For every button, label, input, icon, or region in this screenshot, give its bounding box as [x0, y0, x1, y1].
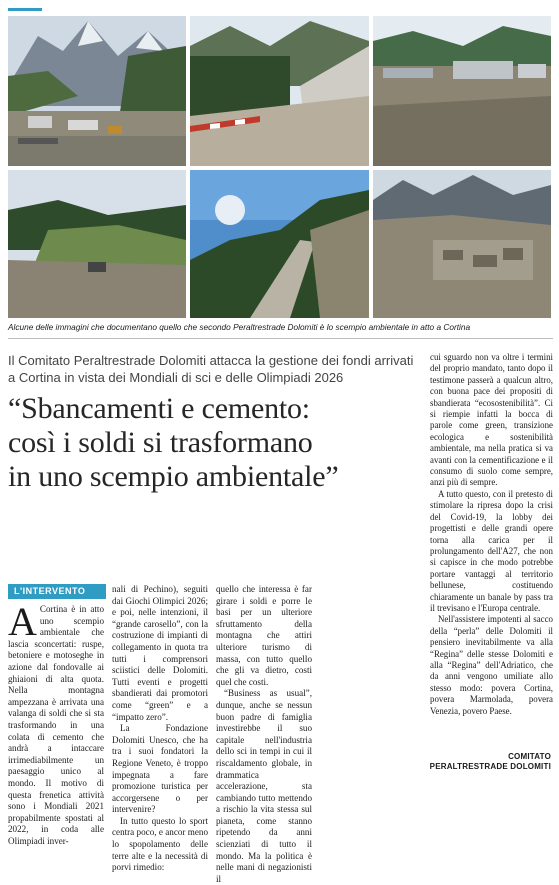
photo-construction-site-image	[8, 16, 186, 166]
photo-stacked-rocks-tunnel-image	[373, 170, 551, 318]
photo-stacked-rocks-tunnel	[373, 170, 551, 318]
photo-caption: Alcune delle immagini che documentano quello che secondo Peraltrestrade Dolomiti è lo scempio ambientale in atto a Cortina	[8, 322, 471, 332]
headline	[8, 392, 428, 494]
paragraph: nali di Pechino), seguiti dai Giochi Olimpici 2026; e poi, nelle intenzioni, il “grande carosello”, con la costruzione di impianti di collegamento in quota tra tutti i comprensori sciistici delle Dolomiti. Tutti eventi e progetti sbandierati dai promotori come “green” e a “impatto zero”.	[112, 584, 208, 722]
headline-line-3: in uno scempio ambientale”	[8, 460, 339, 493]
column-2	[112, 584, 208, 874]
headline-line-2: così i soldi si trasformano	[8, 426, 313, 459]
section-accent-bar	[8, 8, 42, 11]
photo-construction-site	[8, 16, 186, 166]
paragraph: Nell'assistere impotenti al sacco della “perla” delle Dolomiti il pensiero inevitabilmente va alla “Regina” delle stesse Dolomiti e alla “Regina” dell'Adriatico, che da anni vengono umiliate allo stesso modo: povera Cortina, povera Marmolada, povera Venezia, povero Paese.	[430, 614, 553, 716]
paragraph-text: Cortina è in atto uno scempio ambientale che lascia sconcertati: ruspe, betoniere e motoseghe in azione dal fondovalle ai ghiaioni di alta quota. Nella montagna ampezzana è arrivata una valanga di soldi che si sta trasformando in una colata di cemento che andrà a intaccare irrimediabilmente un paesaggio unico al mondo. Il motivo di questa frenetica attività sono i Mondiali 2021 propabilmente spostati al 2022, in coda alle Olimpiadi inver-	[8, 604, 104, 846]
photo-road-cut-valley-image	[190, 170, 369, 318]
photo-excavated-plateau-image	[373, 16, 551, 166]
section-label: L'INTERVENTO	[8, 584, 106, 599]
divider	[8, 338, 553, 339]
paragraph: In tutto questo lo sport centra poco, e ancor meno lo spopolamento delle terre alte e la necessità di porvi rimedio:	[112, 815, 208, 873]
photo-retaining-wall	[190, 16, 369, 166]
paragraph: La Fondazione Dolomiti Unesco, che ha tra i suoi fondatori la Regione Veneto, è troppo impegnata a fare promozione turistica per accorgersene o per intervenire?	[112, 723, 208, 815]
photo-excavated-plateau	[373, 16, 551, 166]
signature-line-1: COMITATO	[508, 752, 551, 761]
column-1	[8, 599, 104, 847]
paragraph: A tutto questo, con il pretesto di stimolare la ripresa dopo la crisi del Covid-19, la lobby dei progettisti e delle grandi opere torna alla carica per il prolungamento dell'A27, che non si capisce in che modo potrebbe portare vantaggi al territorio bellunese, costituendo chiaramente un banale by pass tra il trevisano e l'Europa centrale.	[430, 488, 553, 613]
headline-line-1: “Sbancamenti e cemento:	[8, 392, 310, 425]
kicker: Il Comitato Peraltrestrade Dolomiti attacca la gestione dei fondi arrivati a Cortina in vista dei Mondiali di sci e delle Olimpiadi 2026	[8, 353, 414, 385]
photo-ski-slope-earthworks-image	[8, 170, 186, 318]
paragraph: “Business as usual”, dunque, anche se nessun buon padre di famiglia investirebbe il suo capitale nell'industria dello sci in tempi in cui il riscaldamento globale, in drammatica accelerazione, sta cambiando tutto mettendo a rischio la vita stessa sul pianeta, come stanno ripetendo da anni scienziati di tutto il mondo. Ma la politica è nelle mani di negazionisti il	[216, 688, 312, 884]
photo-ski-slope-earthworks	[8, 170, 186, 318]
paragraph: quello che interessa è far girare i soldi e porre le basi per un ulteriore sfruttamento della montagna che attiri ulteriore turismo di massa, con tutto quello che gli va dietro, costi quel che costi.	[216, 584, 312, 687]
signature	[430, 752, 551, 772]
photo-road-cut-valley	[190, 170, 369, 318]
column-4	[430, 352, 553, 717]
paragraph	[8, 599, 104, 847]
photo-retaining-wall-image	[190, 16, 369, 166]
dropcap: A	[8, 599, 37, 644]
signature-line-2: PERALTRESTRADE DOLOMITI	[429, 762, 551, 771]
paragraph: cui sguardo non va oltre i termini del proprio mandato, tanto dopo il testimone passerà a qualcun altro, con buona pace dei propositi di sbandierata “ecosostenibilità”. Ci si riempie infatti la bocca di parole come green, transizione ecologica e sostenibilità ambientale, ma nella pratica si va avanti con la cementificazione e il consumo di suolo come sempre, anzi più di sempre.	[430, 352, 553, 488]
column-3	[216, 584, 312, 885]
